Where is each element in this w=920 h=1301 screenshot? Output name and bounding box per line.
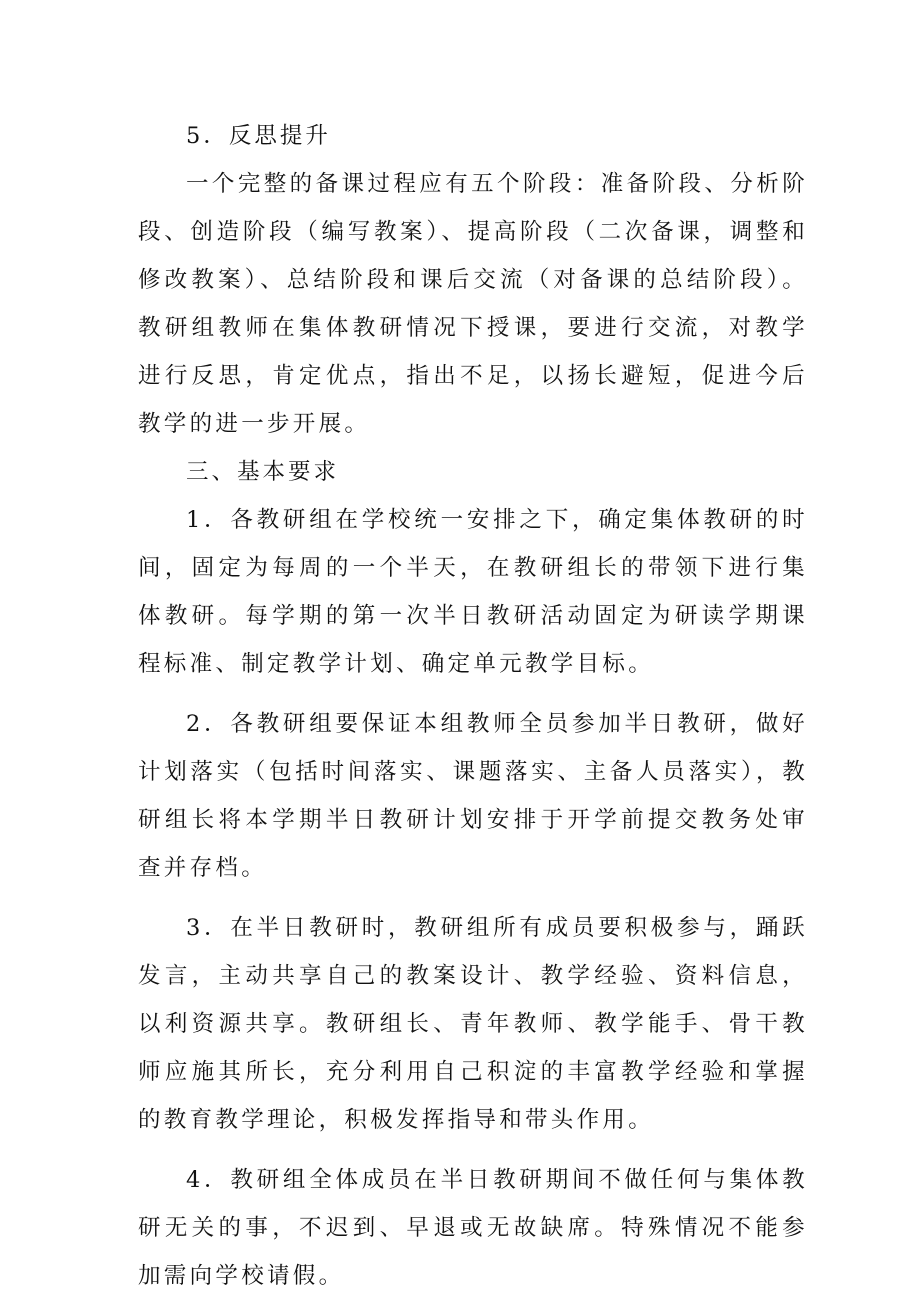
document-body bbox=[138, 112, 808, 1300]
requirement-paragraph-1: 1．各教研组在学校统一安排之下，确定集体教研的时间，固定为每周的一个半天，在教研组长的带领下进行集体教研。每学期的第一次半日教研活动固定为研读学期课程标准、制定教学计划、确定单元教学目标。 bbox=[138, 507, 808, 677]
section-heading-basic-requirements: 三、基本要求 bbox=[186, 459, 340, 485]
paragraph-reflection: 一个完整的备课过程应有五个阶段：准备阶段、分析阶段、创造阶段（编写教案）、提高阶段（二次备课，调整和修改教案）、总结阶段和课后交流（对备课的总结阶段）。教研组教师在集体教研情况下授课，要进行交流，对教学进行反思，肯定优点，指出不足，以扬长避短，促进今后教学的进一步开展。 bbox=[138, 171, 808, 437]
section-heading-reflection: 5．反思提升 bbox=[186, 123, 331, 149]
requirement-paragraph-4: 4．教研组全体成员在半日教研期间不做任何与集体教研无关的事，不迟到、早退或无故缺席。特殊情况不能参加需向学校请假。 bbox=[138, 1167, 808, 1289]
requirement-paragraph-2: 2．各教研组要保证本组教师全员参加半日教研，做好计划落实（包括时间落实、课题落实、主备人员落实），教研组长将本学期半日教研计划安排于开学前提交教务处审查并存档。 bbox=[138, 711, 808, 881]
requirement-paragraph-3: 3．在半日教研时，教研组所有成员要积极参与，踊跃发言，主动共享自己的教案设计、教学经验、资料信息，以利资源共享。教研组长、青年教师、教学能手、骨干教师应施其所长，充分利用自己积淀的丰富教学经验和掌握的教育教学理论，积极发挥指导和带头作用。 bbox=[138, 915, 808, 1133]
